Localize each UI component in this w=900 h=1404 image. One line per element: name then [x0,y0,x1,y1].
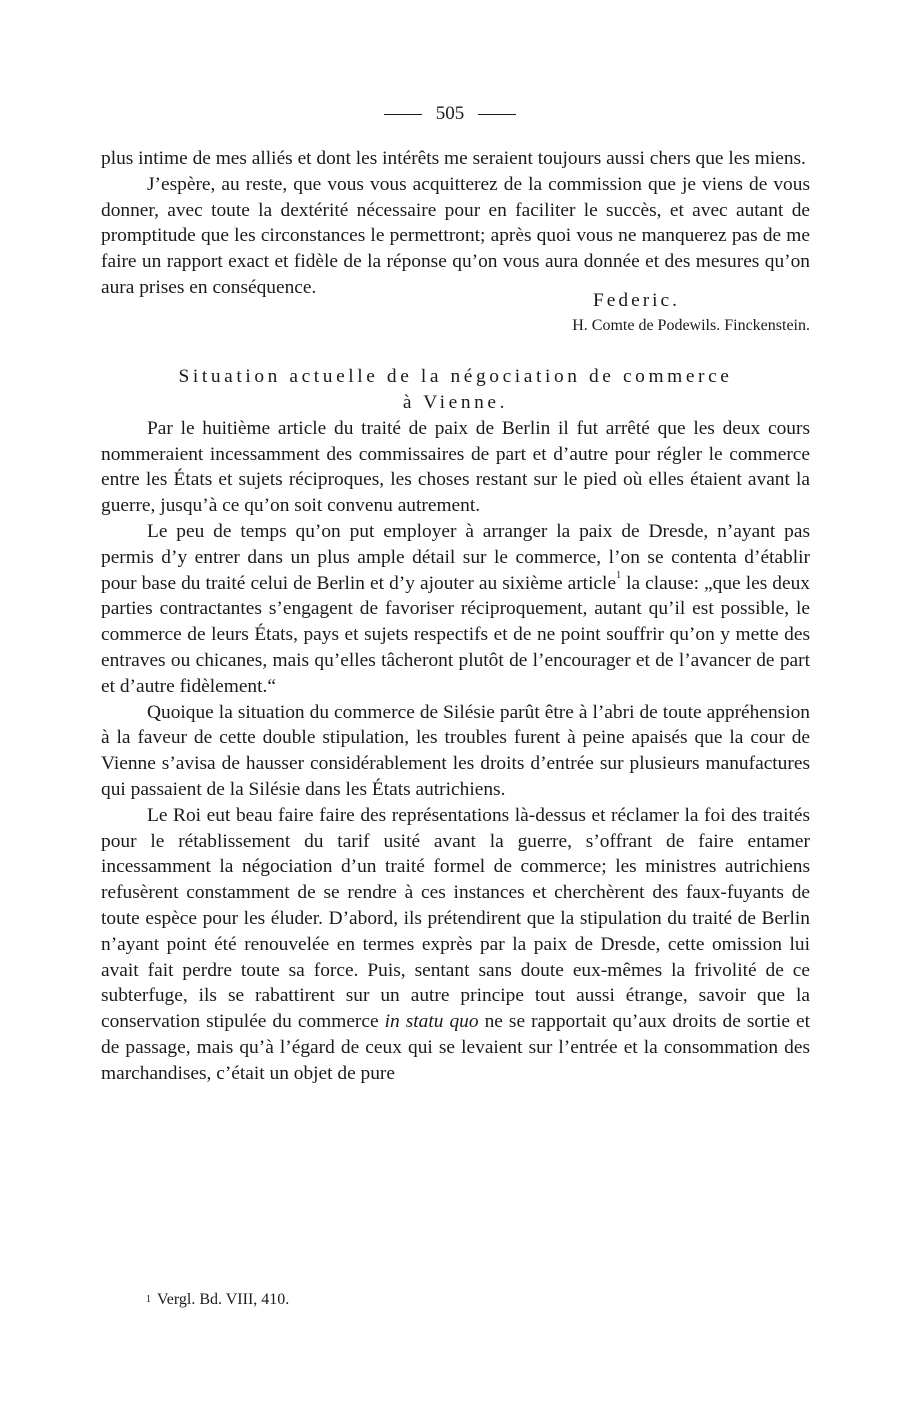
page-header [0,101,900,127]
section-paragraph-4 [101,803,810,1087]
page-number: 505 [435,103,465,124]
section-paragraph-1: Par le huitième article du traité de paix de Berlin il fut arrêté que les deux cours nommeraient incessamment des commissaires de part et d’autre pour régler le commerce entre les États et sujets réciproques, les choses restant sur le pied où elles étaient avant la guerre, jusqu’à ce qu’on soit convenu autrement. [101,417,810,517]
header-rule-right [478,114,516,115]
section-heading-line-2: à Vienne. [402,391,509,413]
section-heading [101,364,810,416]
header-rule-left [384,114,422,115]
footnote [146,1289,289,1311]
section-paragraph-3: Quoique la situation du commerce de Silésie parût être à l’abri de toute appréhension à la faveur de cette double stipulation, les troubles furent à peine apaisés que la cour de Vienne s’avisa de hausser considérablement les droits d’entrée sur plusieurs manufactures qui passaient de la Silésie dans les États autrichiens. [101,701,810,800]
main-text [101,146,810,1087]
signature-name: Federic. [593,289,680,311]
paragraph-2-text-a: Le peu de temps qu’on put employer à arranger la paix de Dresde, n’ayant pas permis d’y entrer dans un plus ample détail sur le commerce, l’on se contenta d’établir pour base du traité celui de Berlin et d’y ajouter au sixième article [101,520,810,594]
paragraph-letter-closing: J’espère, au reste, que vous vous acquitterez de la commission que je viens de vous donner, avec toute la dextérité nécessaire pour en faciliter le succès, et avec autant de promptitude que les circonstances le permettront; après quoi vous ne manquerez pas de me faire un rapport exact et fidèle de la réponse qu’on vous aura donnée et des mesures qu’on aura prises en conséquence. [101,173,810,298]
footnote-reference[interactable]: 1 [616,569,622,581]
paragraph-continued: plus intime de mes alliés et dont les intérêts me seraient toujours aussi chers que les miens. [101,148,806,169]
footnote-mark: 1 [146,1294,151,1305]
paragraph-4-text-b: ne se rapportait qu’aux droits de sortie et de passage, mais qu’à l’égard de ceux qui se levaient sur l’entrée et la consommation des marchandises, c’était un objet de pure [101,1011,810,1084]
footnote-text: Vergl. Bd. VIII, 410. [157,1291,290,1308]
section-paragraph-2 [101,519,810,700]
latin-phrase: in statu quo [384,1011,479,1033]
countersignature: H. Comte de Podewils. Finckenstein. [572,316,810,334]
paragraph-2-text-b: la clause: „que les deux parties contractantes s’engagent de favoriser réciproquement, autant qu’il est possible, le commerce de leurs États, pays et sujets respectifs et de ne point souffrir qu’on y mette des entraves ou chicanes, mais qu’elles tâcheront plutôt de l’encourager et de l’avancer de part et d’autre fidèlement.“ [101,572,811,697]
paragraph-4-text-a: Le Roi eut beau faire faire des représentations là-dessus et réclamer la foi des traités pour le rétablissement du tarif usité avant la guerre, s’offrant de faire entamer incessamment la négociation d’un traité formel de commerce; les ministres autrichiens refusèrent constamment de se rendre à ces instances et cherchèrent des faux-fuyants de toute espèce pour les éluder. D’abord, ils prétendirent que la stipulation du traité de Berlin n’ayant point été renouvelée en termes exprès par la paix de Dresde, cette omission lui avait fait perdre toute sa force. Puis, sentant sans doute eux-mêmes la frivolité de ce subterfuge, ils se rabattirent sur un autre principe tout aussi étrange, savoir que la conservation stipulée du commerce [101,804,810,1033]
section-heading-line-1: Situation actuelle de la négociation de commerce [178,365,733,387]
